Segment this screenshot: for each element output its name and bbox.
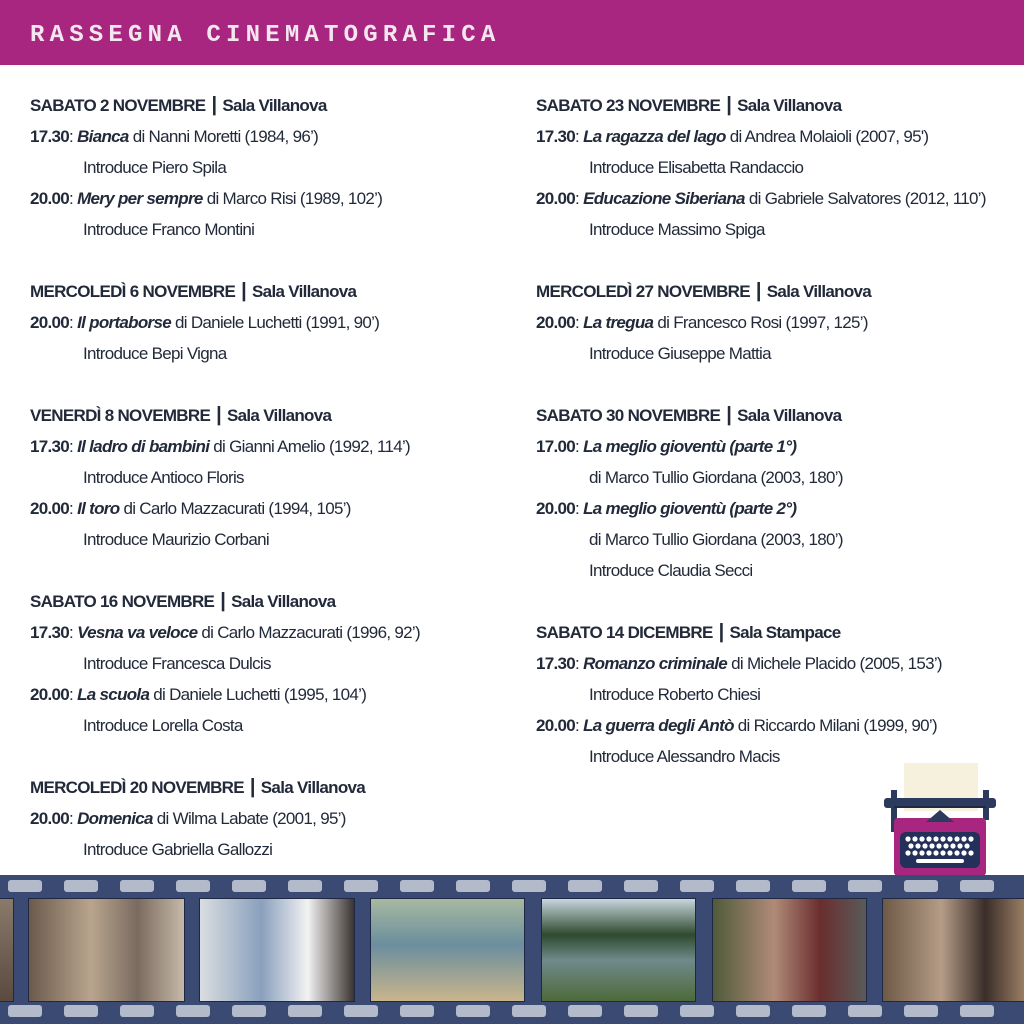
spacer [30,245,510,276]
film-still-1 [28,898,185,1002]
film-strip [0,875,1024,1024]
introducer: Introduce Gabriella Gallozzi [83,840,273,859]
introducer: Introduce Piero Spila [83,158,227,177]
colon: : [575,654,584,673]
screening-line [536,307,1016,338]
screening-time: 20.00 [536,499,576,518]
venue: Sala Stampace [729,623,841,642]
sprocket-hole [232,1005,266,1017]
venue: Sala Villanova [766,282,872,301]
sprocket-hole [960,1005,994,1017]
screening-time: 20.00 [536,313,576,332]
film-title: La guerra degli Antò [583,716,734,735]
film-details: di Gianni Amelio (1992, 114’) [213,437,411,456]
screening-line [30,431,510,462]
sprocket-hole [456,1005,490,1017]
film-still-2 [199,898,355,1002]
film-sprocket-holes-bottom [0,1005,1024,1019]
sprocket-hole [176,1005,210,1017]
introducer: Introduce Claudia Secci [589,561,753,580]
film-details: di Marco Tullio Giordana (2003, 180’) [589,468,843,487]
sprocket-hole [680,880,714,892]
film-title: Educazione Siberiana [583,189,745,208]
sprocket-hole [8,880,42,892]
film-title: La meglio gioventù (parte 2°) [583,499,797,518]
film-details: di Michele Placido (2005, 153’) [731,654,942,673]
screening-line [536,431,1016,462]
sprocket-hole [624,880,658,892]
film-title: Romanzo criminale [583,654,728,673]
spacer [30,741,510,772]
venue: Sala Villanova [737,96,842,115]
screening-line [30,307,510,338]
sprocket-hole [624,1005,658,1017]
day-heading [30,586,510,617]
day-heading [536,400,1016,431]
introducer: Introduce Bepi Vigna [83,344,227,363]
day-heading [536,617,1016,648]
sprocket-hole [736,880,770,892]
screening-time: 17.00 [536,437,576,456]
spacer [536,245,1016,276]
colon: : [69,809,78,828]
screening-line [536,183,1016,214]
introducer: Introduce Antioco Floris [83,468,244,487]
introducer: Introduce Franco Montini [83,220,255,239]
colon: : [575,127,584,146]
introducer: Introduce Elisabetta Randaccio [589,158,804,177]
day-heading [30,90,510,121]
sprocket-hole [904,1005,938,1017]
film-details: di Marco Risi (1989, 102’) [206,189,383,208]
spacer [536,369,1016,400]
screening-time: 20.00 [30,499,70,518]
sprocket-hole [400,880,434,892]
sprocket-hole [568,1005,602,1017]
separator-bar: | [726,404,732,426]
film-still-3 [370,898,525,1002]
colon: : [69,685,78,704]
colon: : [69,623,78,642]
sprocket-hole [792,880,826,892]
sprocket-hole [680,1005,714,1017]
screening-line [30,679,510,710]
screening-time: 20.00 [30,313,70,332]
film-still-6 [882,898,1024,1002]
film-title: La ragazza del lago [583,127,726,146]
screening-line [536,710,1016,741]
screening-time: 17.30 [30,437,70,456]
film-details: di Gabriele Salvatores (2012, 110’) [748,189,986,208]
day-date: SABATO 30 NOVEMBRE [536,406,721,425]
colon: : [69,313,78,332]
separator-bar: | [726,94,732,116]
film-still-5 [712,898,867,1002]
day-heading [30,400,510,431]
day-heading [536,90,1016,121]
screening-time: 17.30 [536,127,576,146]
film-title: Il toro [77,499,120,518]
separator-bar: | [216,404,222,426]
sprocket-hole [344,880,378,892]
film-title: La scuola [77,685,150,704]
film-details: di Wilma Labate (2001, 95’) [156,809,346,828]
sprocket-hole [8,1005,42,1017]
introducer: Introduce Giuseppe Mattia [589,344,771,363]
sprocket-hole [904,880,938,892]
introducer: Introduce Francesca Dulcis [83,654,271,673]
film-title: Vesna va veloce [77,623,198,642]
screening-line [30,617,510,648]
screening-line [30,183,510,214]
day-date: VENERDÌ 8 NOVEMBRE [30,406,211,425]
venue: Sala Villanova [227,406,332,425]
spacer [30,555,510,586]
venue: Sala Villanova [231,592,336,611]
film-details: di Daniele Luchetti (1991, 90’) [175,313,380,332]
colon: : [575,716,584,735]
separator-bar: | [220,590,226,612]
film-title: Mery per sempre [77,189,203,208]
film-details: di Andrea Molaioli (2007, 95') [729,127,929,146]
sprocket-hole [400,1005,434,1017]
schedule-column-right [536,90,1016,772]
day-date: SABATO 2 NOVEMBRE [30,96,206,115]
screening-line [30,493,510,524]
screening-time: 20.00 [536,189,576,208]
film-title: Bianca [77,127,129,146]
sprocket-hole [848,880,882,892]
film-details: di Carlo Mazzacurati (1994, 105’) [123,499,351,518]
colon: : [575,313,584,332]
separator-bar: | [755,280,761,302]
film-title: Il portaborse [77,313,171,332]
screening-time: 20.00 [30,685,70,704]
venue: Sala Villanova [737,406,842,425]
colon: : [69,437,78,456]
sprocket-hole [344,1005,378,1017]
spacer [536,586,1016,617]
day-date: MERCOLEDÌ 27 NOVEMBRE [536,282,750,301]
colon: : [69,189,78,208]
introducer: Introduce Roberto Chiesi [589,685,761,704]
film-sprocket-holes-top [0,880,1024,894]
sprocket-hole [64,1005,98,1017]
screening-time: 17.30 [536,654,576,673]
sprocket-hole [120,1005,154,1017]
film-details: di Nanni Moretti (1984, 96’) [132,127,319,146]
sprocket-hole [568,880,602,892]
film-title: La tregua [583,313,654,332]
sprocket-hole [512,880,546,892]
schedule-column-left [30,90,510,865]
screening-time: 17.30 [30,127,70,146]
screening-time: 17.30 [30,623,70,642]
sprocket-hole [792,1005,826,1017]
screening-line [30,121,510,152]
sprocket-hole [232,880,266,892]
venue: Sala Villanova [252,282,357,301]
spacer [30,369,510,400]
colon: : [69,499,78,518]
sprocket-hole [512,1005,546,1017]
film-details: di Carlo Mazzacurati (1996, 92’) [201,623,420,642]
film-details: di Riccardo Milani (1999, 90’) [737,716,937,735]
screening-time: 20.00 [30,809,70,828]
screening-time: 20.00 [536,716,576,735]
film-details: di Francesco Rosi (1997, 125’) [657,313,868,332]
page-title: RASSEGNA CINEMATOGRAFICA [30,22,501,49]
separator-bar: | [718,621,724,643]
film-details: di Marco Tullio Giordana (2003, 180’) [589,530,843,549]
day-heading [536,276,1016,307]
film-title: La meglio gioventù (parte 1°) [583,437,797,456]
sprocket-hole [176,880,210,892]
separator-bar: | [241,280,247,302]
sprocket-hole [960,880,994,892]
sprocket-hole [848,1005,882,1017]
colon: : [575,437,584,456]
introducer: Introduce Lorella Costa [83,716,243,735]
sprocket-hole [736,1005,770,1017]
day-date: SABATO 23 NOVEMBRE [536,96,721,115]
separator-bar: | [211,94,217,116]
separator-bar: | [249,776,255,798]
sprocket-hole [288,1005,322,1017]
screening-line [536,648,1016,679]
typewriter-icon [884,760,996,876]
screening-line [536,121,1016,152]
introducer: Introduce Massimo Spiga [589,220,765,239]
introducer: Introduce Alessandro Macis [589,747,780,766]
day-date: SABATO 14 DICEMBRE [536,623,713,642]
sprocket-hole [288,880,322,892]
sprocket-hole [64,880,98,892]
sprocket-hole [120,880,154,892]
venue: Sala Villanova [260,778,366,797]
screening-line [30,803,510,834]
day-heading [30,276,510,307]
film-details: di Daniele Luchetti (1995, 104’) [153,685,367,704]
film-still-4 [541,898,696,1002]
introducer: Introduce Maurizio Corbani [83,530,269,549]
sprocket-hole [456,880,490,892]
film-still-partial [0,898,14,1002]
screening-line [536,493,1016,524]
day-date: SABATO 16 NOVEMBRE [30,592,215,611]
header-banner [0,0,1024,65]
colon: : [575,189,584,208]
film-title: Domenica [77,809,153,828]
colon: : [575,499,584,518]
day-heading [30,772,510,803]
film-title: Il ladro di bambini [77,437,210,456]
day-date: MERCOLEDÌ 20 NOVEMBRE [30,778,244,797]
day-date: MERCOLEDÌ 6 NOVEMBRE [30,282,236,301]
colon: : [69,127,78,146]
venue: Sala Villanova [222,96,327,115]
screening-time: 20.00 [30,189,70,208]
